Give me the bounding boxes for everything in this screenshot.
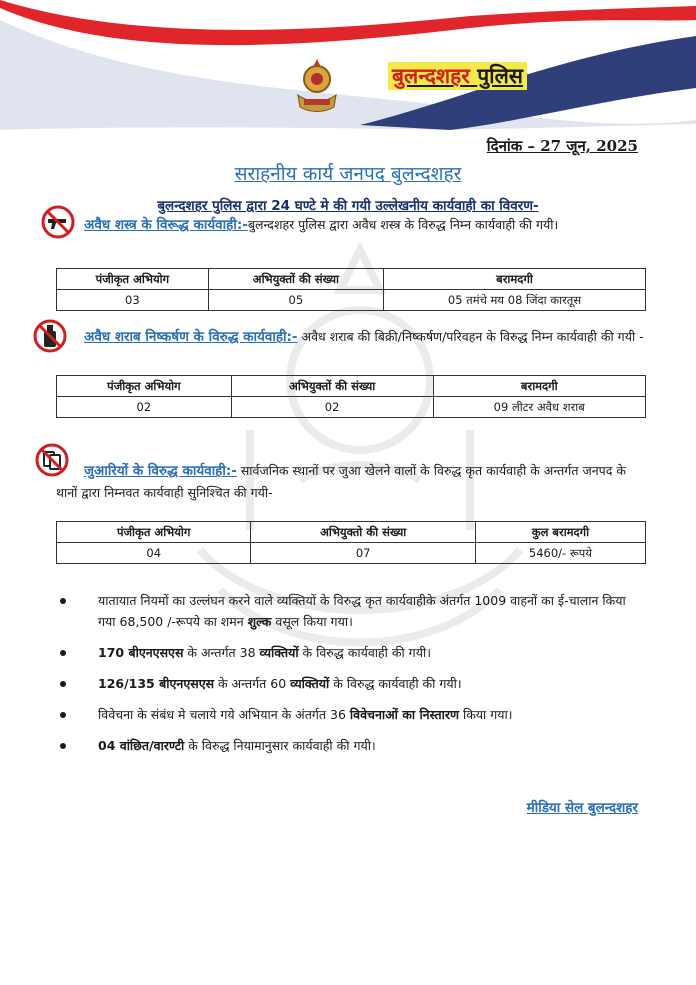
column-header: अभियुक्तो की संख्या	[251, 522, 476, 543]
bullet-bold-text: शुल्क	[247, 614, 272, 629]
gambling-recovery-table	[56, 521, 646, 564]
bullet-text: के विरुद्ध कार्यवाही की गयी।	[329, 676, 462, 691]
bullet-text: किया गया।	[459, 707, 513, 722]
bullet-bold-text: विवेचनाओं का निस्तारण	[349, 707, 459, 722]
table-cell: 02	[231, 397, 433, 418]
section-liquor-text	[56, 326, 646, 348]
bullet-bold-text: 170 बीएनएसएस	[98, 645, 184, 660]
column-header: बरामदगी	[384, 269, 646, 290]
section-liquor-body: अवैध शराब की बिक्री/निष्कर्षण/परिवहन के विरुद्ध निम्न कार्यवाही की गयी -	[301, 329, 644, 344]
header-banner	[0, 0, 696, 135]
bullet-bold-text: व्यक्तियों	[290, 676, 330, 691]
column-header: पंजीकृत अभियोग	[57, 522, 251, 543]
section-gambling-body: सार्वजनिक स्थानों पर जुआ खेलने वालों के विरुद्ध कृत कार्यवाही के अन्तर्गत जनपद के थानों द्वारा निम्नवत कार्यवाही सुनिश्चित की गयी-	[56, 463, 626, 500]
bullet-dot	[60, 712, 66, 718]
bullet-dot	[60, 681, 66, 687]
bullet-dot	[60, 598, 66, 604]
table-cell: 04	[57, 543, 251, 564]
bullet-text: वसूल किया गया।	[271, 614, 353, 629]
bullet-text: के विरुद्ध कार्यवाही की गयी।	[298, 645, 431, 660]
list-item	[56, 590, 646, 632]
report-date: दिनांक – 27 जून, 2025	[486, 137, 638, 155]
bullet-text: के विरुद्ध नियामानुसार कार्यवाही की गयी।	[184, 738, 376, 753]
bullet-bold-text: व्यक्तियों	[259, 645, 299, 660]
signature: मीडिया सेल बुलन्दशहर	[526, 800, 638, 816]
brand-name-part2: पुलिस	[477, 64, 524, 88]
table-row	[57, 397, 646, 418]
bullet-bold-text: 126/135 बीएनएसएस	[98, 676, 215, 691]
section-gambling-heading: जुआरियों के विरुद्ध कार्यवाही:-	[84, 463, 237, 479]
section-arms-text	[56, 214, 646, 236]
column-header: बरामदगी	[433, 376, 645, 397]
column-header: पंजीकृत अभियोग	[57, 269, 209, 290]
column-header: कुल बरामदगी	[475, 522, 645, 543]
section-liquor-heading: अवैध शराब निष्कर्षण के विरुद्ध कार्यवाही:-	[84, 329, 298, 345]
column-header: पंजीकृत अभियोग	[57, 376, 232, 397]
section-gambling-text	[56, 460, 646, 504]
brand-name-part1: बुलन्दशहर	[392, 64, 470, 88]
column-header: अभियुक्तों की संख्या	[208, 269, 383, 290]
bullet-text: यातायात नियमों का उल्लंघन करने वाले व्यक्तियों के विरुद्ध कृत कार्यवाहीके अंतर्गत 1009 वाहनों का ई-चालान किया गया 68,500 /-रूपये का शमन	[98, 593, 626, 629]
table-cell: 02	[57, 397, 232, 418]
bullet-bold-text: 04 वांछित/वारण्टी	[98, 738, 185, 753]
table-row	[57, 543, 646, 564]
list-item	[56, 704, 646, 725]
list-item	[56, 735, 646, 756]
bullet-text: के अन्तर्गत 38	[183, 645, 260, 660]
bullet-dot	[60, 743, 66, 749]
column-header: अभियुक्तों की संख्या	[231, 376, 433, 397]
list-item	[56, 673, 646, 694]
liquor-recovery-table	[56, 375, 646, 418]
table-cell: 5460/- रूपये	[475, 543, 645, 564]
bullet-dot	[60, 650, 66, 656]
arms-recovery-table	[56, 268, 646, 311]
action-bullet-list	[56, 590, 646, 766]
table-header-row	[57, 522, 646, 543]
table-cell: 07	[251, 543, 476, 564]
list-item	[56, 642, 646, 663]
table-cell: 05 तमंचे मय 08 जिंदा कारतूस	[384, 290, 646, 311]
table-cell: 03	[57, 290, 209, 311]
bullet-text: के अन्तर्गत 60	[214, 676, 291, 691]
table-row	[57, 290, 646, 311]
table-header-row	[57, 269, 646, 290]
page-subtitle: बुलन्दशहर पुलिस द्वारा 24 घण्टे मे की गयी उल्लेखनीय कार्यवाही का विवरण-	[157, 198, 539, 214]
police-emblem-icon	[290, 55, 344, 115]
section-arms-heading: अवैध शस्त्र के विरूद्ध कार्यवाही:-	[84, 217, 248, 233]
brand-title	[388, 62, 527, 90]
table-cell: 09 लीटर अवैध शराब	[433, 397, 645, 418]
page-title: सराहनीय कार्य जनपद बुलन्दशहर	[234, 163, 462, 185]
section-arms-body: बुलन्दशहर पुलिस द्वारा अवैध शस्त्र के विरुद्ध निम्न कार्यवाही की गयी।	[247, 217, 559, 232]
bullet-text: विवेचना के संबंध मे चलाये गये अभियान के अंतर्गत 36	[98, 707, 350, 722]
table-cell: 05	[208, 290, 383, 311]
table-header-row	[57, 376, 646, 397]
